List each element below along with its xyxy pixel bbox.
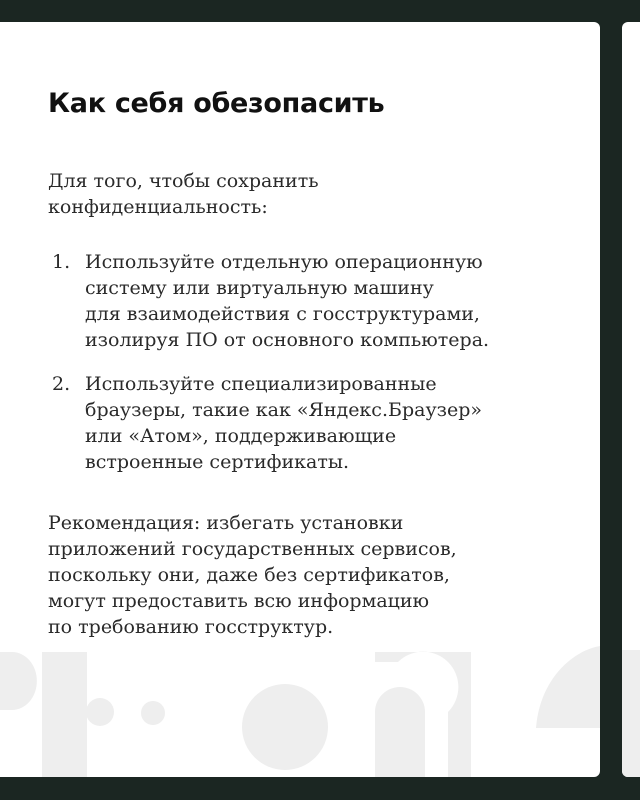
list-item-line: встроенные сертификаты. <box>85 451 350 473</box>
slide-card <box>0 22 600 777</box>
list-item-line: браузеры, такие как «Яндекс.Браузер» <box>85 399 483 421</box>
deco-dot-medium <box>141 701 165 725</box>
slide-title: Как себя обезопасить <box>48 88 385 119</box>
list-item-line: или «Атом», поддерживающие <box>85 425 397 447</box>
list-item-line: систему или виртуальную машину <box>85 277 434 299</box>
deco-dot-small <box>86 698 114 726</box>
list-item-number: 1. <box>52 251 71 273</box>
list-item-line: Используйте специализированные <box>85 373 437 395</box>
list-item-line: изолируя ПО от основного компьютера. <box>85 329 490 351</box>
deco-arch-block <box>375 652 471 777</box>
next-card-edge <box>622 22 640 777</box>
intro-line: Для того, чтобы сохранить <box>48 170 319 192</box>
list-item-line: Используйте отдельную операционную <box>85 251 483 273</box>
list-item-line: для взаимодействия с госструктурами, <box>85 303 480 325</box>
deco-block-left <box>42 652 87 777</box>
recommendation-line: Рекомендация: избегать установки <box>48 512 404 534</box>
deco-circle-large <box>242 684 328 770</box>
decorative-shapes <box>0 22 600 777</box>
deco-leaf <box>536 646 600 728</box>
next-card-decor <box>622 22 640 777</box>
deco-semicircle-left <box>0 652 37 710</box>
recommendation-line: приложений государственных сервисов, <box>48 538 457 560</box>
recommendation-line: могут предоставить всю информацию <box>48 590 430 612</box>
deco-next-block <box>622 650 640 777</box>
recommendation-line: поскольку они, даже без сертификатов, <box>48 564 450 586</box>
intro-line: конфиденциальность: <box>48 196 268 218</box>
list-item-number: 2. <box>52 373 71 395</box>
recommendation-line: по требованию госструктур. <box>48 616 334 638</box>
